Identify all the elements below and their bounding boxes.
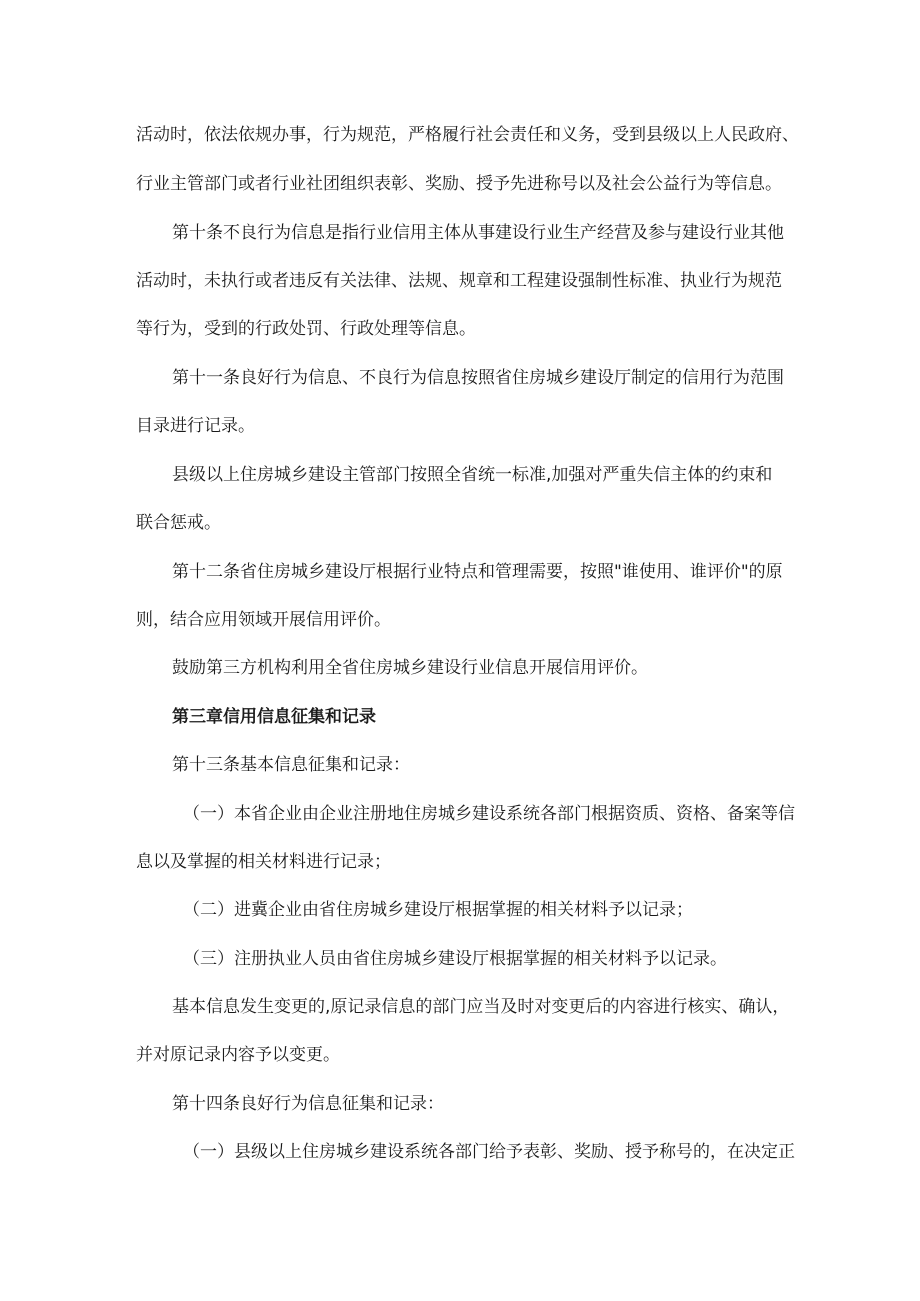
paragraph-line-6: 第十一条良好行为信息、不良行为信息按照省住房城乡建设厅制定的信用行为范围 <box>172 368 784 388</box>
paragraph-line-4: 活动时，未执行或者违反有关法律、法规、规章和工程建设强制性标准、执业行为规范 <box>136 271 782 291</box>
paragraph-line-17: （二）进冀企业由省住房城乡建设厅根据掌握的相关材料予以记录； <box>183 900 693 920</box>
paragraph-line-11: 则，结合应用领域开展信用评价。 <box>136 610 391 630</box>
paragraph-line-3: 第十条不良行为信息是指行业信用主体从事建设行业生产经营及参与建设行业其他 <box>172 223 784 243</box>
paragraph-line-18: （三）注册执业人员由省住房城乡建设厅根据掌握的相关材料予以记录。 <box>183 949 727 969</box>
paragraph-line-21: 第十四条良好行为信息征集和记录： <box>172 1094 444 1114</box>
paragraph-line-8: 县级以上住房城乡建设主管部门按照全省统一标准,加强对严重失信主体的约束和 <box>172 465 773 485</box>
paragraph-line-9: 联合惩戒。 <box>136 513 221 533</box>
paragraph-line-15: （一）本省企业由企业注册地住房城乡建设系统各部门根据资质、资格、备案等信 <box>183 804 795 824</box>
paragraph-line-19: 基本信息发生变更的,原记录信息的部门应当及时对变更后的内容进行核实、确认， <box>172 997 790 1017</box>
paragraph-line-12: 鼓励第三方机构利用全省住房城乡建设行业信息开展信用评价。 <box>172 658 648 678</box>
paragraph-line-20: 并对原记录内容予以变更。 <box>136 1045 340 1065</box>
paragraph-line-5: 等行为，受到的行政处罚、行政处理等信息。 <box>136 319 476 339</box>
chapter-heading: 第三章信用信息征集和记录 <box>172 707 376 727</box>
paragraph-line-16: 息以及掌握的相关材料进行记录； <box>136 852 391 872</box>
paragraph-line-22: （一）县级以上住房城乡建设系统各部门给予表彰、奖励、授予称号的，在决定正 <box>183 1142 795 1162</box>
paragraph-line-14: 第十三条基本信息征集和记录： <box>172 755 410 775</box>
paragraph-line-10: 第十二条省住房城乡建设厅根据行业特点和管理需要，按照"谁使用、谁评价"的原 <box>172 562 783 582</box>
paragraph-line-7: 目录进行记录。 <box>136 416 255 436</box>
paragraph-line-1: 活动时，依法依规办事，行为规范，严格履行社会责任和义务，受到县级以上人民政府、 <box>136 125 799 145</box>
paragraph-line-2: 行业主管部门或者行业社团组织表彰、奖励、授予先进称号以及社会公益行为等信息。 <box>136 174 782 194</box>
